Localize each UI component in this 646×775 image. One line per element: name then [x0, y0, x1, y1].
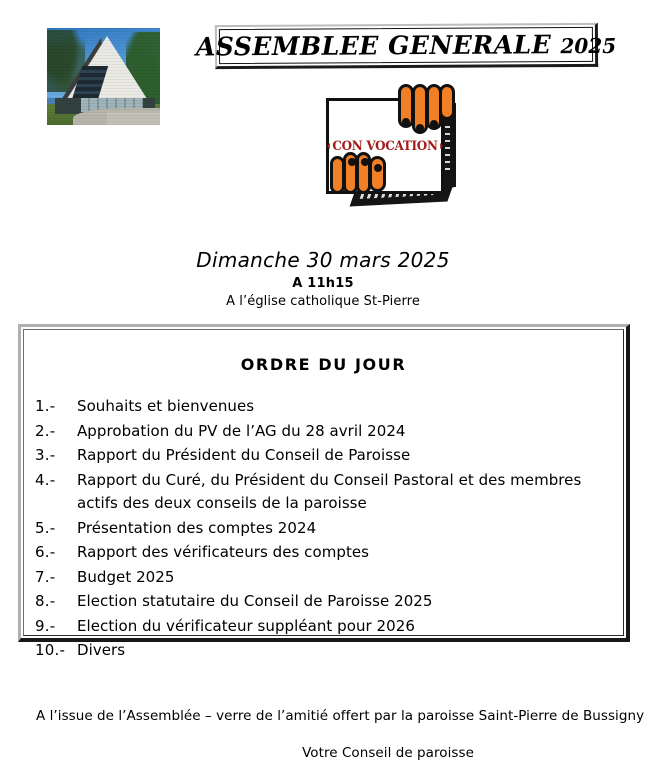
agenda-item — [35, 420, 616, 444]
finger-icon — [439, 84, 455, 120]
agenda-item-label: Election statutaire du Conseil de Paroisse 2025 — [77, 592, 433, 610]
agenda-item-label: Rapport des vérificateurs des comptes — [77, 543, 370, 561]
agenda-item-number: 6.- — [35, 543, 56, 561]
page-title-words: ASSEMBLEE GENERALE — [195, 29, 552, 62]
agenda-item-number: 4.- — [35, 470, 56, 489]
agenda-item — [35, 639, 616, 663]
agenda-item — [35, 615, 616, 639]
meeting-details — [0, 248, 646, 309]
church-photo — [47, 28, 160, 125]
agenda-item — [35, 469, 616, 516]
document-title-box-inner — [195, 27, 617, 64]
meeting-time: A 11h15 — [292, 276, 354, 291]
agenda-item-label: Election du vérificateur suppléant pour 2026 — [77, 616, 415, 635]
agenda-item-label: Présentation des comptes 2024 — [77, 518, 317, 537]
agenda-item-number: 7.- — [35, 567, 56, 586]
agenda-item-number: 9.- — [35, 616, 56, 635]
agenda-item-label: Souhaits et bienvenues — [77, 397, 255, 415]
meeting-place: A l’église catholique St-Pierre — [226, 294, 420, 309]
agenda-item-number: 1.- — [35, 397, 56, 415]
clipart-sign-text: CON VOCATION — [332, 138, 438, 154]
header-area — [0, 0, 646, 154]
agenda-item-label: Approbation du PV de l’AG du 28 avril 2024 — [77, 421, 406, 440]
agenda-box — [18, 324, 630, 659]
agenda-item-label: Rapport du Président du Conseil de Paroisse — [77, 446, 411, 464]
meeting-date: Dimanche 30 mars 2025 — [196, 248, 450, 272]
agenda-item — [35, 590, 616, 614]
agenda-heading: ORDRE DU JOUR — [240, 355, 407, 374]
agenda-item-label: Divers — [77, 641, 126, 659]
agenda-item — [35, 517, 616, 541]
agenda-item — [35, 541, 616, 565]
agenda-item-number: 5.- — [35, 518, 56, 537]
agenda-item-number: 8.- — [35, 592, 56, 610]
agenda-list — [35, 395, 616, 664]
diamond-bullet-icon — [440, 143, 446, 149]
agenda-item — [35, 566, 616, 590]
document-title-box — [195, 23, 617, 69]
agenda-item-number: 10.- — [35, 641, 66, 659]
page-title — [196, 29, 616, 61]
clipart-sign-text-row — [331, 98, 440, 194]
agenda-item — [35, 444, 616, 468]
photo-path-near — [107, 112, 160, 125]
agenda-item-number: 2.- — [35, 421, 56, 440]
diamond-bullet-icon — [324, 143, 330, 149]
agenda-item — [35, 395, 616, 419]
page-title-year: 2025 — [560, 33, 617, 59]
agenda-item-label: Rapport du Curé, du Président du Conseil Pastoral et des membres actifs des deux conseils de la paroisse — [77, 470, 582, 512]
agenda-item-number: 3.- — [35, 446, 56, 464]
footer-note: A l’issue de l’Assemblée – verre de l’amitié offert par la paroisse Saint-Pierre de Bussigny — [36, 708, 645, 724]
agenda-item-label: Budget 2025 — [77, 567, 175, 586]
footer-signature: Votre Conseil de paroisse — [302, 745, 474, 761]
convocation-clipart — [318, 88, 478, 216]
